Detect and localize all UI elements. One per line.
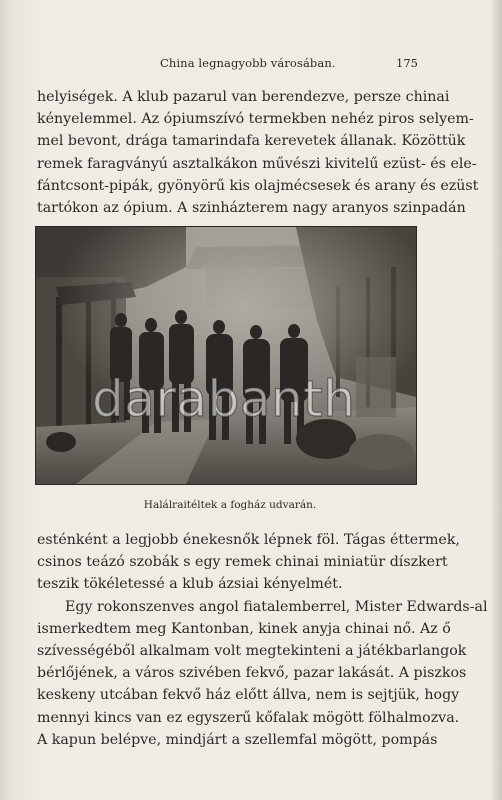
text-line: helyiségek. A klub pazarul van berendezve, persze chinai: [37, 89, 450, 105]
text-line: Egy rokonszenves angol fiatalemberrel, Mister Edwards-al: [65, 598, 488, 615]
text-line: keskeny utcában fekvő ház előtt állva, nem is sejtjük, hogy: [37, 687, 460, 704]
text-line: tartókon az ópium. A szinházterem nagy aranyos szinpadán: [37, 200, 466, 217]
text-line: A kapun belépve, mindjárt a szellemfal mögött, pompás: [37, 731, 438, 748]
text-line: bérlőjének, a város szivében fekvő, pazar lakását. A piszkos: [37, 665, 467, 682]
photograph-prisoners-courtyard: [35, 226, 417, 485]
page-edge: [492, 0, 502, 800]
text-line: fántcsont-pipák, gyönyörű kis olajmécsesek és arany és ezüst: [37, 177, 479, 194]
text-line: csinos teázó szobák s egy remek chinai miniatür díszkert: [37, 554, 448, 571]
watermark: darabanth: [92, 370, 356, 428]
text-line: kényelemmel. Az ópiumszívó termekben nehéz piros selyem-: [37, 111, 474, 128]
figure-caption: Halálraitéltek a fogház udvarán.: [143, 499, 317, 511]
text-line: teszik tökéletessé a klub ázsiai kényelmét.: [37, 576, 343, 593]
text-line: mennyi kincs van ez egyszerű kőfalak mögött fölhalmozva.: [37, 709, 460, 726]
text-line: szívességéből alkalmam volt megtekinteni a játékbarlangok: [37, 643, 467, 660]
text-line: mel bevont, drága tamarindafa kerevetek állanak. Közöttük: [37, 133, 466, 150]
text-block-top: [37, 86, 479, 219]
text-line: esténként a legjobb énekesnők lépnek föl. Tágas éttermek,: [37, 532, 460, 548]
page-number: 175: [396, 56, 418, 70]
text-line: ismerkedtem meg Kantonban, kinek anyja chinai nő. Az ő: [37, 620, 451, 637]
text-block-bottom: [37, 529, 488, 751]
text-line: remek faragványú asztalkákon művészi kivitelű ezüst- és ele-: [37, 155, 477, 172]
running-head: China legnagyobb városában.: [160, 56, 336, 70]
